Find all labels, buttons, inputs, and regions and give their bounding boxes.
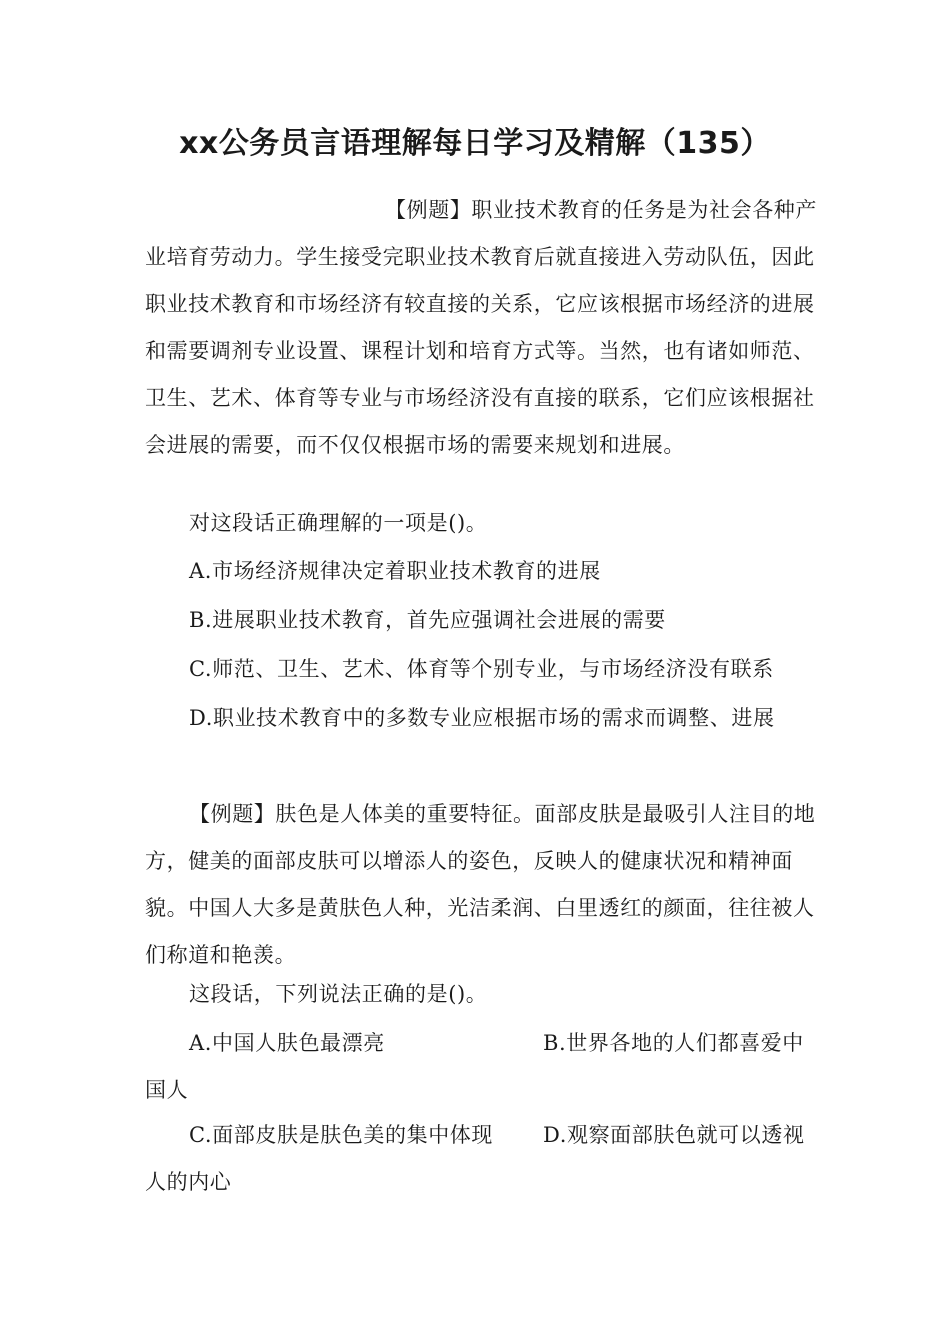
question-2-passage: 【例题】肤色是人体美的重要特征。面部皮肤是最吸引人注目的地方，健美的面部皮肤可以增添人的姿色，反映人的健康状况和精神面貌。中国人大多是黄肤色人种，光洁柔润、白里透红的颜面，往往被人们称道和艳羡。 — [145, 802, 816, 967]
question-2-option-d: D.观察面部肤色就可以透视 — [543, 1123, 805, 1147]
question-1-option-b: B.进展职业技术教育，首先应强调社会进展的需要 — [189, 608, 666, 632]
question-2-option-b: B.世界各地的人们都喜爱中 — [543, 1031, 804, 1055]
question-1-passage: 【例题】职业技术教育的任务是为社会各种产业培育劳动力。学生接受完职业技术教育后就直接进入劳动队伍，因此职业技术教育和市场经济有较直接的关系，它应该根据市场经济的进展和需要调剂专业设置、课程计划和培育方式等。当然，也有诸如师范、卫生、艺术、体育等专业与市场经济没有直接的联系，它们应该根据社会进展的需要，而不仅仅根据市场的需要来规划和进展。 — [145, 198, 817, 457]
question-1-option-c: C.师范、卫生、艺术、体育等个别专业，与市场经济没有联系 — [189, 657, 774, 681]
question-2-option-b-continued: 国人 — [145, 1078, 189, 1102]
page-title: xx公务员言语理解每日学习及精解（135） — [179, 126, 771, 161]
question-1-prompt: 对这段话正确理解的一项是()。 — [189, 511, 488, 535]
question-1-option-a: A.市场经济规律决定着职业技术教育的进展 — [189, 559, 601, 583]
question-2-option-d-continued: 人的内心 — [145, 1170, 232, 1194]
question-2-option-a: A.中国人肤色最漂亮 — [189, 1031, 385, 1055]
question-2-prompt: 这段话，下列说法正确的是()。 — [189, 982, 488, 1006]
question-1-option-d: D.职业技术教育中的多数专业应根据市场的需求而调整、进展 — [189, 706, 775, 730]
question-2-option-c: C.面部皮肤是肤色美的集中体现 — [189, 1123, 493, 1147]
